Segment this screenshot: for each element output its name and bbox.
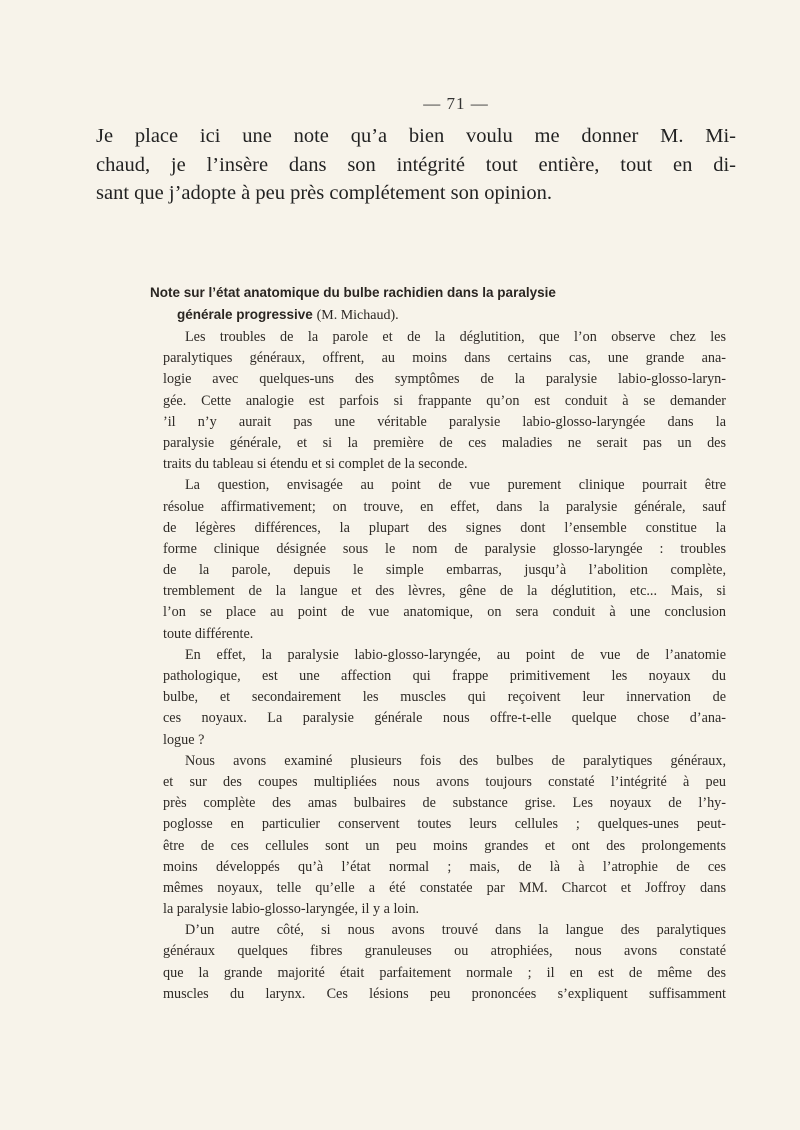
body-line: muscles du larynx. Ces lésions peu prononcées s’expliquent suffisamment	[163, 985, 726, 1002]
note-title-line-2	[177, 304, 750, 327]
body-line: ces noyaux. La paralysie générale nous offre-t-elle quelque chose d’ana-	[163, 710, 726, 727]
body-line: de la parole, depuis le simple embarras, jusqu’à l’abolition complète,	[163, 562, 726, 579]
body-line: moins développés qu’à l’état normal ; mais, de là à l’atrophie de ces	[163, 858, 726, 875]
body-line: être de ces cellules sont un peu moins grandes et ont des prolongements	[163, 837, 726, 854]
note-title-subject: générale progressive	[177, 307, 313, 322]
body-line: poglosse en particulier conservent toutes leurs cellules ; quelques-unes peut-	[163, 816, 726, 833]
body-line: forme clinique désignée sous le nom de paralysie glosso-laryngée : troubles	[163, 540, 726, 557]
intro-line: Je place ici une note qu’a bien voulu me donner M. Mi-	[96, 125, 736, 147]
body-line: ’il n’y aurait pas une véritable paralysie labio-glosso-laryngée dans la	[163, 413, 726, 430]
body-line: la paralysie labio-glosso-laryngée, il y a loin.	[163, 901, 420, 918]
note-body	[163, 327, 726, 1005]
body-line: l’on se place au point de vue anatomique, on sera conduit à une conclusion	[163, 604, 726, 621]
body-line: que la grande majorité était parfaitement normale ; il en est de même des	[163, 964, 726, 981]
body-line: mêmes noyaux, telle qu’elle a été constatée par MM. Charcot et Joffroy dans	[163, 879, 726, 896]
body-line: de légères différences, la plupart des signes dont l’ensemble constitue la	[163, 519, 726, 536]
body-line: gée. Cette analogie est parfois si frappante qu’on est conduit à se demander	[163, 392, 726, 409]
body-line: Nous avons examiné plusieurs fois des bulbes de paralytiques généraux,	[185, 752, 726, 769]
intro-line: sant que j’adopte à peu près complétement son opinion.	[96, 182, 553, 204]
body-line: généraux quelques fibres granuleuses ou atrophiées, nous avons constaté	[163, 943, 726, 960]
body-line: bulbe, et secondairement les muscles qui reçoivent leur innervation de	[163, 689, 726, 706]
note-title-line-1: Note sur l’état anatomique du bulbe rachidien dans la paralysie	[150, 285, 556, 300]
body-line: résolue affirmativement; on trouve, en effet, dans la paralysie générale, sauf	[163, 498, 726, 515]
note-author: (M. Michaud).	[316, 308, 399, 323]
body-line: paralytiques généraux, offrent, au moins dans certains cas, une grande ana-	[163, 350, 726, 367]
intro-paragraph	[96, 122, 736, 208]
body-line: traits du tableau si étendu et si complet de la seconde.	[163, 456, 468, 473]
body-line: logie avec quelques-uns des symptômes de la paralysie labio-glosso-laryn-	[163, 371, 726, 388]
body-line: Les troubles de la parole et de la déglutition, que l’on observe chez les	[185, 329, 726, 345]
body-line: tremblement de la langue et des lèvres, gêne de la déglutition, etc... Mais, si	[163, 583, 726, 600]
body-line: logue ?	[163, 731, 205, 748]
body-line: En effet, la paralysie labio-glosso-laryngée, au point de vue de l’anatomie	[185, 646, 726, 663]
body-line: près complète des amas bulbaires de substance grise. Les noyaux de l’hy-	[163, 795, 726, 812]
body-line: La question, envisagée au point de vue purement clinique pourrait être	[185, 477, 726, 494]
body-line: toute différente.	[163, 625, 254, 642]
intro-line: chaud, je l’insère dans son intégrité tout entière, tout en di-	[96, 153, 736, 176]
body-line: et sur des coupes multipliées nous avons toujours constaté l’intégrité à peu	[163, 773, 726, 790]
note-title	[150, 282, 750, 327]
body-line: pathologique, est une affection qui frappe primitivement les noyaux du	[163, 668, 726, 684]
page-number: — 71 —	[423, 94, 489, 113]
body-line: paralysie générale, et si la première de ces maladies ne serait pas un des	[163, 434, 726, 451]
body-line: D’un autre côté, si nous avons trouvé dans la langue des paralytiques	[185, 922, 726, 939]
